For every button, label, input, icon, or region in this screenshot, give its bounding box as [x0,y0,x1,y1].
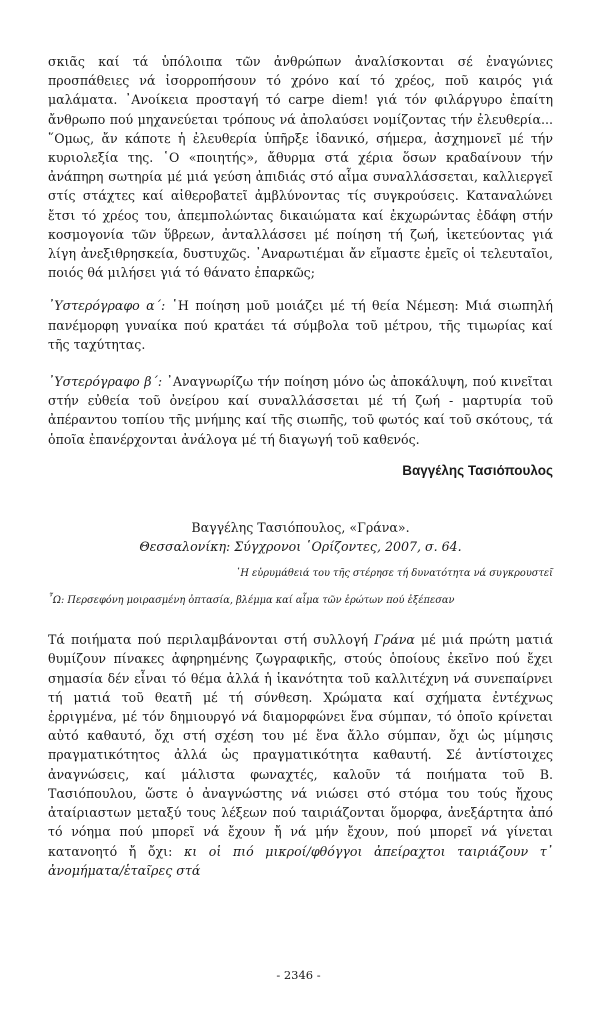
page-content [48,52,553,880]
book-reference [48,518,553,556]
review-paragraph [48,630,553,880]
postscript-a-text: ῾Η ποίηση μοῦ μοιάζει μέ τή θεία Νέμεση: Μιά σιωπηλή πανέμορφη γυναίκα πού κρατάει τά σύμβολα τοῦ μέτρου, τῆς τιμωρίας καί τῆς ταχύτητας. [48,298,553,352]
review-quote: κι οἱ πιό μικροί/φθόγγοι ἀπείραχτοι ταιριάζουν τ᾽ ἀνομήματα/ἑταῖρες στά [48,843,553,878]
postscript-b [48,372,553,449]
reference-author-title: Βαγγέλης Τασιόπουλος, «Γράνα». [191,519,410,535]
author-signature: Βαγγέλης Τασιόπουλος [402,462,553,478]
reference-publisher: Θεσσαλονίκη: Σύγχρονοι ῾Ορίζοντες, 2007, σ. 64. [139,539,462,555]
review-book-title: Γράνα [374,632,415,648]
page-number: - 2346 - [276,968,321,982]
postscript-a [48,296,553,354]
review-text-a: Τά ποιήματα πού περιλαμβάνονται στή συλλογή [48,632,375,648]
article-paragraph: σκιᾶς καί τά ὑπόλοιπα τῶν ἀνθρώπων ἀναλίσκονται σέ ἐναγώνιες προσπάθειες νά ἰσορροπήσουν τό χρόνο καί τό χρέος, ποῦ καιρός γιά μαλάματα. ᾽Ανοίκεια προσταγή τό carpe diem! γιά τόν φιλάργυρο ἐπαίτη ἄνθρωπο πού μηχανεύεται τρόπους νά ἀπολαύσει νομίζοντας τήν ἐλευθερία... ῞Ομως, ἄν κάποτε ἡ ἐλευθερία ὑπῆρξε ἰδανικό, σήμερα, ἀσχημονεῖ μέ τήν κυριολεξία της. ῾Ο «ποιητής», ἄθυρμα στά χέρια ὅσων κραδαίνουν τήν ἀνάπηρη σωτηρία μέ μιά γεύση ἀπιδιάς στό αἷμα συναλλάσσεται, καλλιεργεῖ στίς στάχτες καί αἰθεροβατεῖ ἀμβλύνοντας τίς συγκρούσεις. Καταναλώνει ἔτσι τό χρέος του, ἀπεμπολώντας δικαιώματα καί ἐκχωρώντας ἐδάφη στήν κοσμογονία τῶν ὕβρεων, ἀνταλλάσσει μέ ποίηση τή ζωή, ἱκετεύοντας γιά λίγη ἀνεξιθρησκεία, δυστυχῶς. ᾽Αναρωτιέμαι ἄν εἴμαστε ἐμεῖς οἱ τελευταῖοι, ποιός θά μιλήσει γιά τό θάνατο ἐπαρκῶς; [48,54,553,281]
epigraph-2: ῏Ω: Περσεφόνη μοιρασμένη ὀπτασία, βλέμμα καί αἷμα τῶν ἐρώτων πού ἐξέπεσαν [48,595,455,607]
review-text-b: μέ μιά πρώτη ματιά θυμίζουν πίνακες ἀφηρημένης ζωγραφικῆς, στούς ὁποίους ἐκεῖνο πού ἔχει σημασία δέν εἶναι τό θέμα ἀλλά ἡ ἱκανότητα τοῦ καλλιτέχνη νά συνεπαίρνει τή ματιά τοῦ θεατῆ μέ τή σύνθεση. Χρώματα καί σχήματα ἐντέχνως ἐρριγμένα, μέ τόν δημιουργό νά διαμορφώνει ἕνα σύμπαν, τό ὁποῖο κρίνεται αὐτό καθαυτό, ὄχι στή σχέση του μέ ἕνα ἄλλο σύμπαν, ὄχι ὡς μίμησις πραγματικότητος ἀλλά ὡς πραγματικότητα καθαυτή. Σέ ἀντίστοιχες ἀναγνώσεις, καί μάλιστα φωναχτές, καλοῦν τά ποιήματα τοῦ Β. Τασιόπουλου, ὥστε ὁ ἀναγνώστης νά νιώσει στό στόμα του τούς ἤχους ἀταίριαστων μεταξύ τους λέξεων πού ταιριάζονται ὅμορφα, ἀνεξάρτητα ἀπό τό νόημα πού μπορεῖ νά ἔχουν ἤ νά μήν ἔχουν, πού μπορεῖ νά γίνεται κατανοητό ἤ ὄχι: [48,632,553,859]
epigraph-1: ῾Η εὐρυμάθειά του τῆς στέρησε τή δυνατότητα νά συγκρουστεῖ [235,568,553,580]
postscript-b-text: ᾽Αναγνωρίζω τήν ποίηση μόνο ὡς ἀποκάλυψη, πού κινεῖται στήν εὐθεία τοῦ ὀνείρου καί συναλλάσσεται μέ τή ζωή - μαρτυρία τοῦ ἀπέραντου τοπίου τῆς μνήμης καί τῆς σιωπῆς, τοῦ φωτός καί τοῦ σκότους, τά ὁποῖα ἐπανέρχονται ἀνάλογα μέ τή διαγωγή τοῦ καθενός. [48,374,553,447]
postscript-b-label: ᾽Υστερόγραφο β΄: [48,374,163,390]
postscript-a-label: ᾽Υστερόγραφο α΄: [48,298,166,314]
